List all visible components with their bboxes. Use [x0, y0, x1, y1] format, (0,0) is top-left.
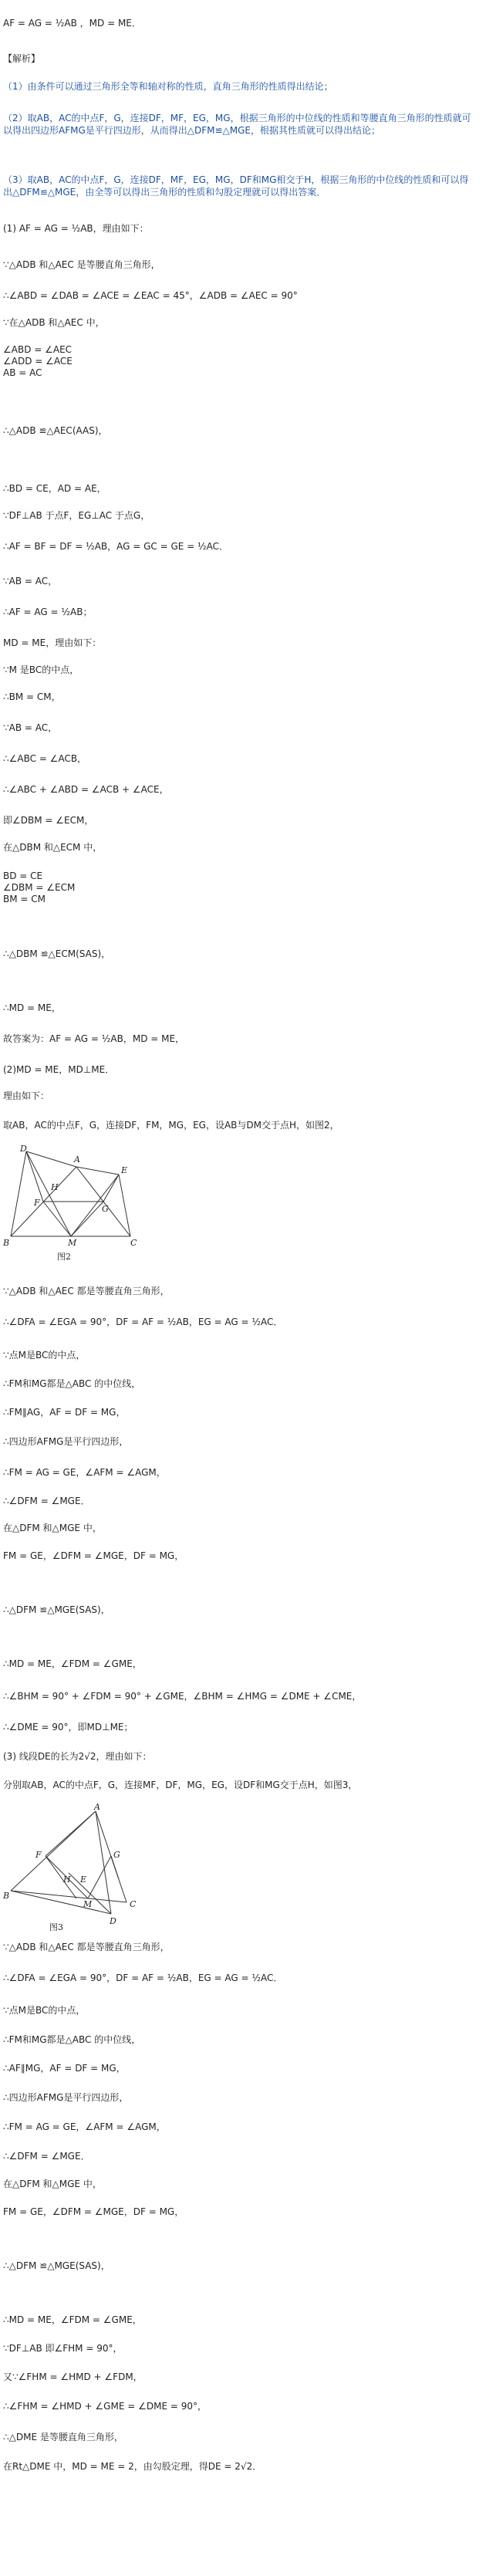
- solution-line: ∴FM和MG都是△ABC 的中位线，: [3, 1378, 141, 1389]
- solution-line: ∵AB = AC，: [3, 722, 58, 733]
- solution-line: 在△DFM 和△MGE 中，: [3, 1523, 102, 1533]
- solution-line: ∴∠BHM = 90° + ∠FDM = 90° + ∠GME，∠BHM = ∠HMG = ∠DME + ∠CME，: [3, 1691, 362, 1702]
- solution-line: ∵DF⊥AB 于点F，EG⊥AC 于点G，: [3, 510, 150, 521]
- solution-line: FM = GE，∠DFM = ∠MGE，DF = MG，: [3, 2206, 184, 2217]
- solution-line: （2）取AB，AC的中点F，G，连接DF，MF，EG，MG，根据三角形的中位线的性质和等腰直角三角形的性质就可以得出四边形AFMG是平行四边形，从而得出△DFM≌△MGE，根据其性质就可以得出结论；: [3, 113, 471, 136]
- solution-line: BM = CM: [3, 894, 46, 904]
- solution-line: (1) AF = AG = ½AB，理由如下：: [3, 223, 149, 234]
- solution-line: ∵AB = AC，: [3, 576, 58, 587]
- solution-line: ∴∠DME = 90°，即MD⊥ME；: [3, 1722, 133, 1733]
- solution-line: ∴∠ABC + ∠ABD = ∠ACB + ∠ACE，: [3, 784, 169, 795]
- solution-line: ∴MD = ME，∠FDM = ∠GME，: [3, 1658, 142, 1669]
- solution-line: 又∵∠FHM = ∠HMD + ∠FDM，: [3, 2371, 143, 2382]
- solution-line: ∵△ADB 和△AEC 都是等腰直角三角形，: [3, 1286, 170, 1296]
- solution-line: ∴△ADB ≌△AEC(AAS)，: [3, 425, 108, 436]
- solution-line: ∴FM = AG = GE，∠AFM = ∠AGM，: [3, 1467, 166, 1478]
- fig2-label-f: F: [34, 1198, 40, 1208]
- fig2-label-m: M: [68, 1238, 77, 1248]
- fig3-label-c: C: [130, 1899, 137, 1909]
- solution-line: ∴FM和MG都是△ABC 的中位线，: [3, 2034, 141, 2045]
- solution-line: 分别取AB，AC的中点F，G，连接MF，DF，MG，EG，设DF和MG交于点H，如图3，: [3, 1780, 358, 1790]
- fig2-label-c: C: [130, 1238, 137, 1248]
- solution-line: 在Rt△DME 中，MD = ME = 2，由勾股定理，得DE = 2√2．: [3, 2461, 262, 2472]
- solution-line: ∠ABD = ∠AEC: [3, 344, 73, 355]
- solution-line: ∵点M是BC的中点，: [3, 1350, 86, 1361]
- solution-line: ∠ADD = ∠ACE: [3, 356, 73, 367]
- fig2-label-g: G: [102, 1204, 109, 1214]
- solution-line: MD = ME，理由如下：: [3, 637, 102, 648]
- solution-line: ∴AF∥MG，AF = DF = MG，: [3, 2063, 126, 2074]
- fig3-label-m: M: [83, 1899, 93, 1909]
- fig3-label-g: G: [113, 1850, 120, 1860]
- solution-line: ∴△DFM ≌△MGE(SAS)，: [3, 2260, 110, 2271]
- solution-line: ∴AF = AG = ½AB；: [3, 607, 93, 617]
- solution-line: (2)MD = ME，MD⊥ME．: [3, 1064, 115, 1075]
- solution-line: ∴∠DFM = ∠MGE．: [3, 2151, 90, 2162]
- solution-line: ∵DF⊥AB 即∠FHM = 90°，: [3, 2343, 123, 2354]
- solution-line: （3）取AB，AC的中点F，G，连接DF，MF，EG，MG，DF和MG相交于H，根据三角形的中位线的性质和可以得出△DFM≌△MGE，由全等可以得出三角形的性质和勾股定理就可以得出答案．: [3, 174, 469, 198]
- solution-line: ∴∠DFA = ∠EGA = 90°，DF = AF = ½AB，EG = AG = ½AC．: [3, 1317, 283, 1327]
- fig3-label-f: F: [35, 1850, 42, 1860]
- solution-line: ∴∠ABC = ∠ACB，: [3, 753, 87, 764]
- fig3-label-a: A: [94, 1802, 100, 1812]
- fig3-label-b: B: [3, 1891, 10, 1901]
- solution-line: ∵△ADB 和△AEC 都是等腰直角三角形，: [3, 1942, 170, 1952]
- solution-line: 取AB，AC的中点F，G，连接DF，FM，MG，EG，设AB与DM交于点H，如图2，: [3, 1120, 339, 1131]
- solution-line: ∵△ADB 和△AEC 是等腰直角三角形，: [3, 259, 160, 270]
- solution-line: ∴BM = CM，: [3, 691, 61, 702]
- solution-line: ∴△DBM ≌△ECM(SAS)，: [3, 948, 111, 959]
- solution-line: ∴AF = BF = DF = ½AB，AG = GC = GE = ½AC．: [3, 541, 229, 552]
- fig2-label-a: A: [74, 1154, 80, 1165]
- fig3-label-d: D: [110, 1916, 116, 1926]
- solution-line: (3) 线段DE的长为2√2，理由如下：: [3, 1751, 152, 1762]
- fig2-caption: 图2: [57, 1252, 71, 1262]
- solution-line: AB = AC: [3, 367, 42, 378]
- figure-2: [3, 1144, 150, 1267]
- fig3-caption: 图3: [49, 1922, 63, 1932]
- solution-line: 【解析】: [3, 53, 41, 64]
- solution-line: 理由如下：: [3, 1090, 50, 1101]
- fig3-label-e: E: [80, 1875, 87, 1885]
- solution-line: 即∠DBM = ∠ECM，: [3, 815, 94, 826]
- solution-line: FM = GE，∠DFM = ∠MGE，DF = MG，: [3, 1550, 184, 1561]
- figure-3: [3, 1802, 157, 1933]
- solution-line: ∵M 是BC的中点，: [3, 664, 79, 675]
- fig3-label-h: H: [63, 1875, 71, 1885]
- solution-line: 在△DBM 和△ECM 中，: [3, 842, 103, 853]
- solution-line: ∴BD = CE，AD = AE，: [3, 483, 106, 494]
- solution-line: ∴FM∥AG，AF = DF = MG，: [3, 1407, 126, 1418]
- fig2-label-e: E: [121, 1165, 128, 1175]
- solution-line: ∴∠ABD = ∠DAB = ∠ACE = ∠EAC = 45°，∠ADB = ∠AEC = 90°: [3, 290, 298, 301]
- solution-line: ∴△DFM ≌△MGE(SAS)，: [3, 1604, 110, 1615]
- solution-line: AF = AG = ½AB ，MD = ME．: [3, 18, 141, 29]
- solution-line: 故答案为：AF = AG = ½AB，MD = ME，: [3, 1033, 185, 1044]
- solution-line: ∴FM = AG = GE，∠AFM = ∠AGM，: [3, 2121, 166, 2132]
- solution-line: ∴MD = ME，∠FDM = ∠GME，: [3, 2314, 142, 2325]
- fig2-label-b: B: [3, 1238, 10, 1248]
- solution-line: ∵点M是BC的中点，: [3, 2005, 86, 2016]
- solution-line: ∵在△ADB 和△AEC 中，: [3, 317, 105, 328]
- solution-line: ∴四边形AFMG是平行四边形，: [3, 2092, 129, 2103]
- solution-line: ∴△DME 是等腰直角三角形，: [3, 2432, 123, 2442]
- solution-line: （1）由条件可以通过三角形全等和轴对称的性质，直角三角形的性质得出结论；: [3, 81, 333, 92]
- solution-line: BD = CE: [3, 870, 43, 881]
- solution-line: ∠DBM = ∠ECM: [3, 882, 76, 893]
- solution-line: 在△DFM 和△MGE 中，: [3, 2179, 102, 2189]
- fig2-label-d: D: [20, 1144, 27, 1154]
- solution-line: ∴∠DFA = ∠EGA = 90°，DF = AF = ½AB，EG = AG = ½AC．: [3, 1973, 283, 1983]
- solution-line: ∴MD = ME，: [3, 1002, 61, 1013]
- solution-line: ∴四边形AFMG是平行四边形，: [3, 1436, 129, 1447]
- solution-line: ∴∠DFM = ∠MGE．: [3, 1496, 90, 1506]
- fig2-label-h: H: [51, 1182, 59, 1192]
- solution-line: ∴∠FHM = ∠HMD + ∠GME = ∠DME = 90°，: [3, 2401, 207, 2412]
